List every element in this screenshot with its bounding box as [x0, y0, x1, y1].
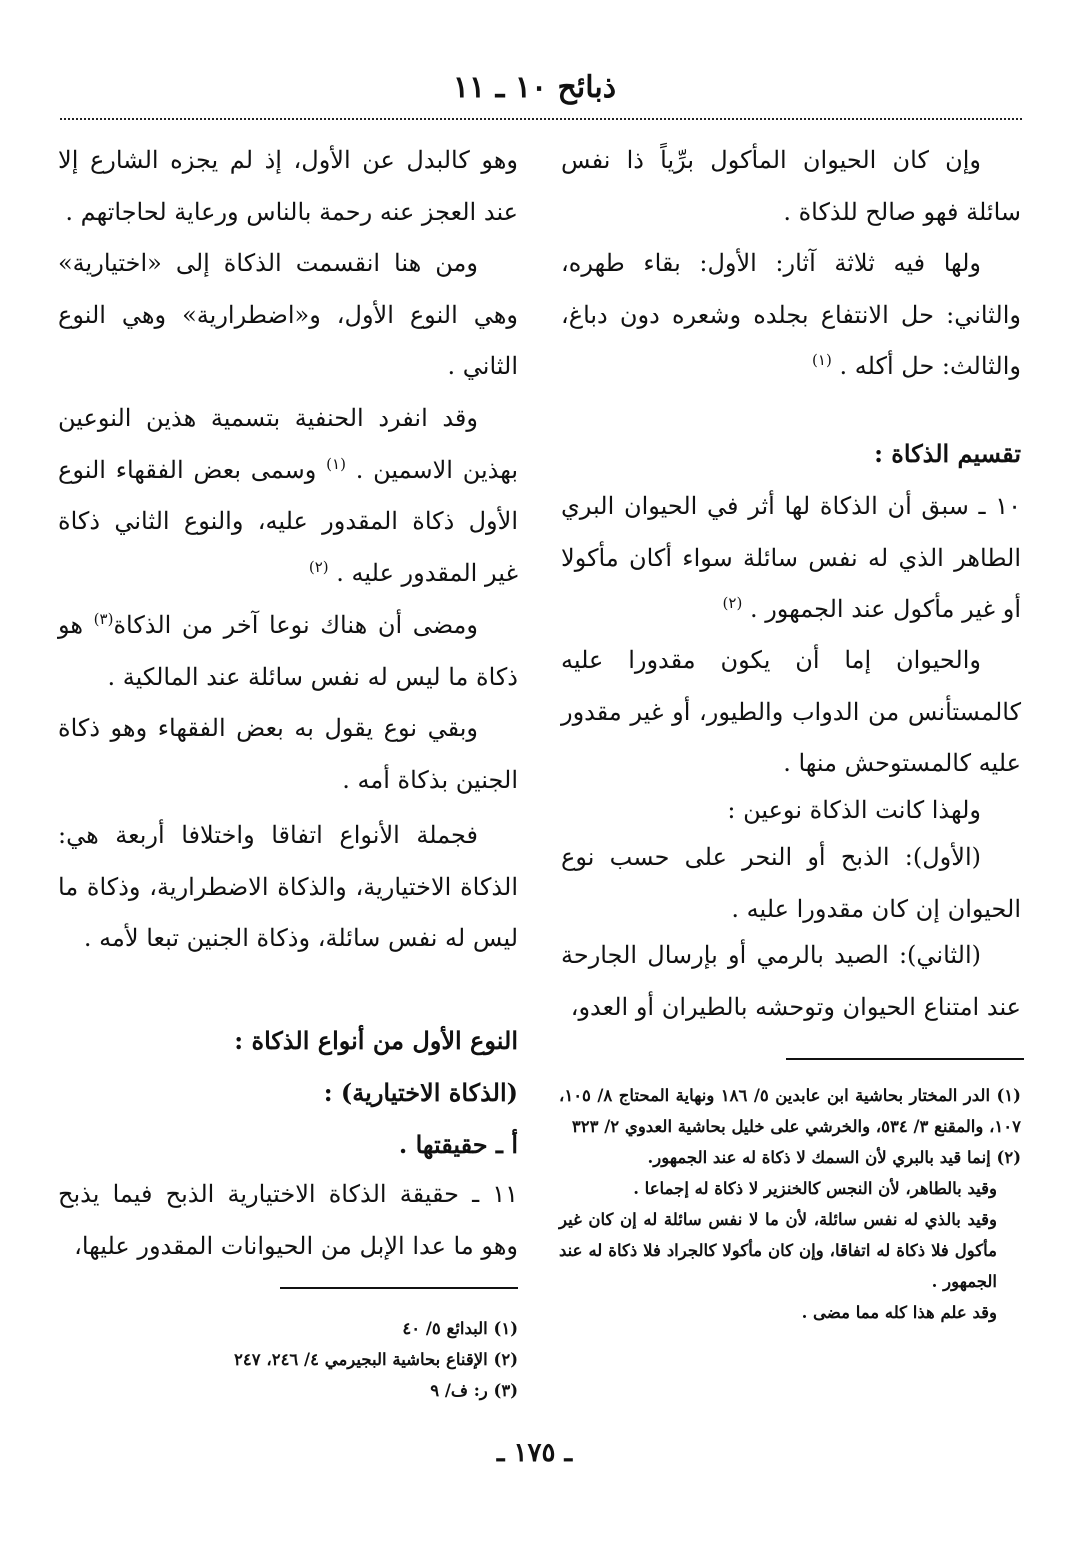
footnote-line: وقد علم هذا كله مما مضى .	[801, 1303, 997, 1322]
running-header: ذبائح ١٠ ـ ١١	[452, 70, 617, 105]
section-heading: النوع الأول من أنواع الذكاة :	[234, 1026, 518, 1055]
paragraph-text: ١٠ ـ سبق أن الذكاة لها أثر في الحيوان البري الطاهر الذي له نفس سائلة سواء أكان مأكولا أو غير مأكول عند الجمهور . $^{(٢)}$	[561, 492, 1022, 623]
footnote-ref: (٢)	[722, 594, 743, 612]
paragraph	[58, 703, 518, 806]
section-heading: (الذكاة الاختيارية) :	[323, 1078, 518, 1107]
paragraph	[561, 930, 1021, 1033]
footnote-ref: (٢)	[308, 557, 329, 576]
footnote-ref: (٣)	[93, 610, 114, 628]
header-dotted-rule	[60, 118, 1022, 120]
paragraph-text: ومضى أن هناك نوعا آخر من الذكاة$^{(٣)}$ هو ذكاة ما ليس له نفس سائلة عند المالكية .	[58, 610, 518, 691]
section-heading: أ ـ حقيقتها .	[398, 1130, 518, 1159]
footnote: (١) البدائع ٥/ ٤٠	[402, 1319, 518, 1338]
footnote-ref: (١)	[326, 454, 346, 473]
footnote-ref: (١)	[812, 351, 832, 369]
paragraph-text: (الثاني): الصيد بالرمي أو بإرسال الجارحة عند امتناع الحيوان وتوحشه بالطيران أو العدو،	[561, 941, 1021, 1021]
paragraph	[561, 785, 1021, 837]
paragraph-text: وقد انفرد الحنفية بتسمية هذين النوعين بهذين الاسمين . $^{(١)}$ وسمى بعض الفقهاء النوع الأول ذكاة المقدور عليه، والنوع الثاني ذكاة غير المقدور عليه . $^{(٢)}$	[58, 404, 518, 587]
paragraph	[561, 481, 1021, 636]
paragraph-text: ولها فيه ثلاثة آثار: الأول: بقاء طهره، والثاني: حل الانتفاع بجلده وشعره دون دباغ، والثالث: حل أكله . $^{(١)}$	[561, 249, 1021, 380]
paragraph-text: ومن هنا انقسمت الذكاة إلى «اختيارية» وهي النوع الأول، و«اضطرارية» وهي النوع الثاني .	[58, 249, 518, 380]
footnote: (١) الدر المختار بحاشية ابن عابدين ٥/ ١٨٦ ونهاية المحتاج ٨/ ١٠٥، ١٠٧، والمقنع ٣/ ٥٣٤، والخرشي على خليل بحاشية العدوي ٢/ ٣٢٣	[559, 1086, 1021, 1136]
footnote: (٢) إنما قيد بالبري لأن السمك لا ذكاة له عند الجمهور.	[647, 1148, 1021, 1167]
footnote-separator	[280, 1287, 518, 1289]
footnote: (٣) ر: ف/ ٩	[430, 1381, 518, 1400]
paragraph-text: وإن كان الحيوان المأكول برِّياً ذا نفس سائلة فهو صالح للذكاة .	[561, 146, 1021, 226]
paragraph	[561, 135, 1021, 238]
paragraph	[58, 600, 518, 703]
paragraph-text: وبقي نوع يقول به بعض الفقهاء وهو ذكاة الجنين بذكاة أمه .	[58, 714, 518, 794]
footnote-separator	[786, 1058, 1024, 1060]
footnotes-right	[559, 1080, 1021, 1328]
paragraph	[58, 238, 518, 393]
paragraph-text: ولهذا كانت الذكاة نوعين :	[727, 796, 981, 824]
paragraph	[58, 1169, 518, 1272]
page-number: ـ ١٧٥ ـ	[496, 1438, 573, 1468]
paragraph	[58, 810, 518, 965]
footnote: (٢) الإقناع بحاشية البجيرمي ٤/ ٢٤٦، ٢٤٧	[234, 1350, 518, 1369]
section-heading: تقسيم الذكاة :	[874, 439, 1021, 468]
paragraph-text: ١١ ـ حقيقة الذكاة الاختيارية الذبح فيما يذبح وهو ما عدا الإبل من الحيوانات المقدور عليها،	[58, 1180, 518, 1260]
footnotes-left	[58, 1313, 518, 1406]
paragraph-text: فجملة الأنواع اتفاقا واختلافا أربعة هي: الذكاة الاختيارية، والذكاة الاضطرارية، وذكاة ما ليس له نفس سائلة، وذكاة الجنين تبعا لأمه .	[58, 821, 518, 952]
paragraph	[561, 238, 1021, 393]
paragraph	[561, 832, 1021, 935]
footnote-line: وقيد بالذي له نفس سائلة، لأن ما لا نفس سائلة له إن كان غير مأكول فلا ذكاة له اتفاقا، وإن كان مأكولا كالجراد فلا ذكاة له عند الجمهور .	[559, 1210, 997, 1291]
paragraph	[58, 135, 518, 238]
paragraph	[561, 635, 1021, 790]
paragraph	[58, 393, 518, 599]
footnote-line: وقيد بالطاهر، لأن النجس كالخنزير لا ذكاة له إجماعا .	[633, 1179, 997, 1198]
paragraph-text: وهو كالبدل عن الأول، إذ لم يجزه الشارع إلا عند العجز عنه رحمة بالناس ورعاية لحاجاتهم .	[58, 146, 518, 226]
paragraph-text: (الأول): الذبح أو النحر على حسب نوع الحيوان إن كان مقدورا عليه .	[561, 843, 1021, 923]
paragraph-text: والحيوان إما أن يكون مقدورا عليه كالمستأنس من الدواب والطيور، أو غير مقدور عليه كالمستوحش منها .	[561, 646, 1021, 777]
